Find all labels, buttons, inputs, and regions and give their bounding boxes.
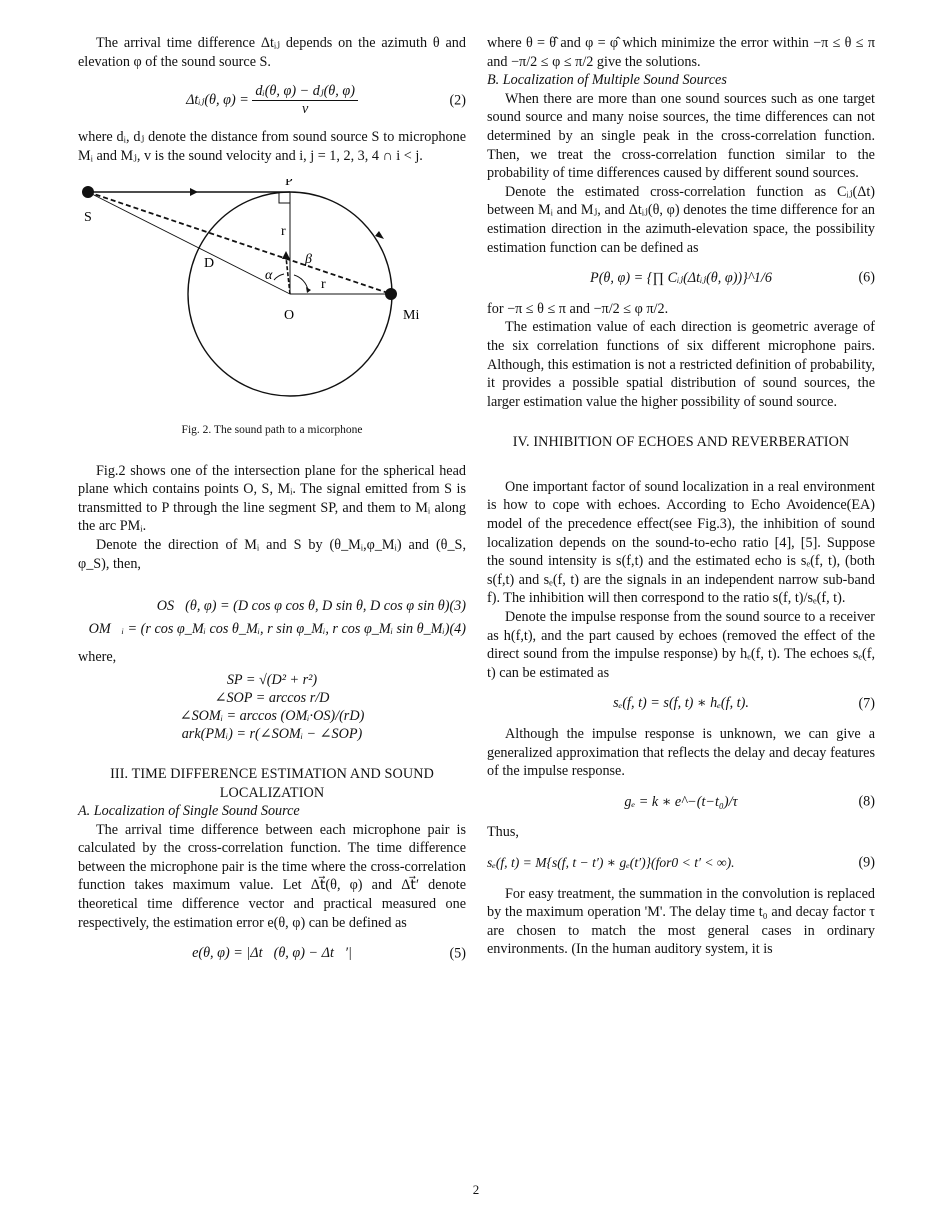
equation-body: e(θ, φ) = |Δt⃗(θ, φ) − Δt⃗′| (192, 945, 352, 962)
figure-caption: Fig. 2. The sound path to a micorphone (181, 423, 363, 436)
beta-arrow (306, 287, 311, 293)
equation-7 (487, 694, 875, 713)
definition-sop: ∠SOP = arccos r/D (214, 689, 330, 706)
paragraph: The estimation value of each direction is geometric average of the six correlation functions of six different microphone pairs. Although, this estimation is not a restricted definition of probability, it provides a possible spatial distribution of sound sources, the larger estimation value the higher possibility of sound source. (487, 319, 875, 410)
paragraph: Denote the impulse response from the sound source to a receiver as h(f,t), and the part caused by echoes (removed the effect of the direct sound from the impulse response) by hₑ(f, t). The echoes sₑ(f, t) can be estimated as (487, 609, 875, 681)
left-column (78, 34, 466, 975)
equation-number: (2) (449, 92, 466, 109)
definition-arc: ark(PMᵢ) = r(∠SOMᵢ − ∠SOP) (181, 725, 363, 742)
equation-5 (78, 944, 466, 963)
paragraph: where θ = θ̂ and φ = φ̂ which minimize the error within −π ≤ θ ≤ π and −π/2 ≤ φ ≤ π/2 give the solutions. (487, 35, 875, 70)
line-smi-dashed (88, 192, 391, 294)
label-o: O (284, 308, 295, 324)
subsection-heading-b: B. Localization of Multiple Sound Sources (487, 72, 727, 89)
paragraph: When there are more than one sound sources such as one target sound source and many noise sources, the time differences can not determined by an single peak in the cross-correlation function. Then, we treat the cross-correlation function similar to the probability of time differences caused by different sound sources. (487, 90, 875, 182)
paragraph: for −π ≤ θ ≤ π and −π/2 ≤ φ π/2. (487, 300, 669, 317)
equation-body: sₑ(f, t) = s(f, t) ∗ hₑ(f, t). (613, 695, 749, 712)
equation-8 (487, 793, 875, 812)
thus-label: Thus, (487, 824, 519, 841)
equation-number: (8) (858, 793, 875, 810)
label-r-horizontal: r (321, 277, 326, 293)
label-r-vertical: r (281, 224, 286, 240)
equation-fraction (252, 83, 358, 118)
dashed-arrow-head (282, 251, 290, 259)
fraction-denominator: v (301, 101, 309, 118)
paragraph: Although the impulse response is unknown, we can give a generalized approximation that reflects the delay and decay features of the impulse response. (487, 726, 875, 780)
label-s: S (84, 210, 92, 226)
paragraph: Denote the estimated cross-correlation function as Cᵢⱼ(Δt) between Mᵢ and Mⱼ, and Δtᵢⱼ(θ, φ) denotes the time difference for an estimation direction in the azimuth-elevation space, the possibility estimation function can be defined as (487, 183, 875, 256)
paragraph: Denote the direction of Mᵢ and S by (θ_Mᵢ,φ_Mᵢ) and (θ_S, φ_S), then, (78, 536, 466, 572)
label-beta: β (305, 252, 312, 268)
page-number: 2 (472, 1182, 480, 1197)
line-o-dashed (286, 257, 290, 294)
equation-number: (6) (858, 270, 875, 287)
subsection-heading-a: A. Localization of Single Sound Source (78, 803, 300, 820)
equation-lhs: Δtᵢⱼ(θ, φ) = (186, 91, 249, 108)
label-mi: Mi (403, 308, 420, 324)
label-alpha: α (265, 268, 273, 284)
right-angle-marker (279, 192, 290, 203)
label-p: P (285, 179, 293, 190)
equation-number: (7) (858, 695, 875, 712)
equation-body: P(θ, φ) = {∏ Cᵢⱼ(Δtᵢⱼ(θ, φ))}^1/6 (590, 270, 772, 287)
equation-2 (78, 83, 466, 118)
equation-6 (487, 269, 875, 288)
equation-9 (487, 854, 875, 873)
definition-somi: ∠SOMᵢ = arccos (OMᵢ·OS)/(rD) (179, 707, 365, 724)
arc-arrow-head (375, 231, 384, 239)
paragraph: where dᵢ, dⱼ denote the distance from sound source S to microphone Mᵢ and Mⱼ, v is the sound velocity and i, j = 1, 2, 3, 4 ∩ i < j. (78, 129, 466, 164)
label-d: D (204, 256, 215, 272)
figure-2 (78, 179, 466, 439)
equation-body: sₑ(f, t) = M{s(f, t − t′) ∗ gₑ(t′)}(for0 < t′ < ∞). (487, 854, 735, 870)
paragraph: For easy treatment, the summation in the convolution is replaced by the maximum operation 'M'. The delay time t₀ and decay factor τ are chosen to match the most general cases in ordinary environments. (In the human auditory system, it is (487, 885, 875, 958)
equation-number: (5) (449, 945, 466, 962)
equation-3: OS⃗(θ, φ) = (D cos φ cos θ, D sin θ, D cos φ sin θ)(3) (156, 598, 466, 615)
right-column (487, 34, 875, 959)
fraction-numerator: dᵢ(θ, φ) − dⱼ(θ, φ) (252, 83, 358, 101)
definition-sp: SP = √(D² + r²) (226, 671, 318, 688)
paragraph: The arrival time difference Δtᵢⱼ depends on the azimuth θ and elevation φ of the sound source S. (78, 35, 466, 70)
paragraph: One important factor of sound localization in a real environment is how to cope with echoes. According to Echo Avoidence(EA) model of the precedence effect(see Fig.3), the inhibition of sound localization depends on the sound-to-echo ratio [4], [5]. Suppose the sound intensity is s(f,t) and the estimated echo is sₑ(f, t), (both s(f,t) and sₑ(f, t) are the signals in an independent narrow sub-band f). The inhibition will then correspond to the ratio s(f, t)/sₑ(f, t). (487, 478, 875, 607)
equation-body: gₑ = k ∗ e^−(t−t₀)/τ (624, 793, 738, 810)
paragraph: The arrival time difference between each microphone pair is calculated by the cross-correlation function. The time difference between the microphone pair is the time where the cross-correlation function takes maximum value. Let Δt⃗(θ, φ) and Δt⃗′ denote theoretical time difference vector and practical measured one respectively, the estimation error e(θ, φ) can be defined as (78, 821, 466, 931)
section-heading-iv: IV. INHIBITION OF ECHOES AND REVERBERATION (512, 434, 850, 451)
beta-arc (294, 275, 308, 290)
definitions-block (78, 671, 466, 743)
arrow-head (190, 188, 198, 196)
section-heading-iii: III. TIME DIFFERENCE ESTIMATION AND SOUND LOCALIZATION (110, 765, 434, 801)
where-label: where, (78, 649, 117, 666)
equation-number: (9) (858, 854, 875, 871)
equation-4: OM⃗ᵢ = (r cos φ_Mᵢ cos θ_Mᵢ, r sin φ_Mᵢ, r cos φ_Mᵢ sin θ_Mᵢ)(4) (88, 620, 466, 637)
alpha-arc (274, 274, 284, 280)
paragraph: Fig.2 shows one of the intersection plane for the spherical head plane which contains points O, S, Mᵢ. The signal emitted from S is transmitted to P through the line segment SP, and them to Mᵢ along the arc PMᵢ. (78, 462, 466, 535)
sound-path-diagram (78, 179, 466, 411)
